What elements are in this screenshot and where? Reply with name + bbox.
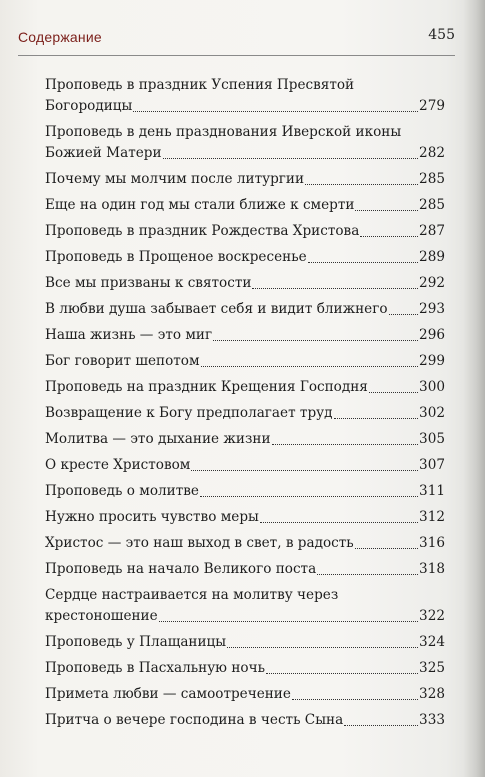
dot-leader — [159, 620, 418, 622]
toc-entry-page: 333 — [419, 712, 445, 728]
toc-entry — [45, 658, 445, 679]
toc-entry-page: 322 — [419, 608, 445, 624]
toc-entry-page: 324 — [419, 634, 445, 650]
toc-entry-line — [45, 273, 445, 294]
toc-entry — [45, 559, 445, 580]
toc-entry — [45, 273, 445, 294]
toc-entry-title: Молитва — это дыхание жизни — [45, 431, 271, 447]
dot-leader — [360, 235, 418, 237]
dot-leader — [191, 469, 418, 471]
toc-entry-page: 307 — [419, 457, 445, 473]
dot-leader — [389, 313, 419, 315]
toc-entry-title: Возвращение к Богу предполагает труд — [45, 405, 333, 421]
toc-entry — [45, 122, 445, 164]
dot-leader — [308, 261, 418, 263]
toc-entry-title: Христос — это наш выход в свет, в радость — [45, 535, 354, 551]
toc-entry-line — [45, 632, 445, 653]
toc-entry-line — [45, 221, 445, 242]
toc-entry-line — [45, 325, 445, 346]
toc-entry-title: Проповедь о молитве — [45, 483, 199, 499]
toc-entry-page: 305 — [419, 431, 445, 447]
toc-entry-page: 292 — [419, 275, 445, 291]
toc-entry-line — [45, 455, 445, 476]
dot-leader — [163, 157, 419, 159]
dot-leader — [305, 183, 418, 185]
toc-entry-title: Бог говорит шепотом — [45, 353, 200, 369]
dot-leader — [369, 391, 418, 393]
dot-leader — [355, 209, 418, 211]
toc-entry-title: Проповедь на праздник Крещения Господня — [45, 379, 368, 395]
toc-entry — [45, 377, 445, 398]
toc-entry-line-wrapped — [45, 75, 445, 96]
toc-entry-line-wrapped — [45, 122, 445, 143]
toc-entry-title: О кресте Христовом — [45, 457, 191, 473]
toc-entry — [45, 684, 445, 705]
dot-leader — [317, 573, 418, 575]
dot-leader — [200, 495, 418, 497]
toc-entry-line — [45, 143, 445, 164]
toc-entry — [45, 351, 445, 372]
toc-entry-line — [45, 299, 445, 320]
toc-entry-page: 279 — [419, 98, 445, 114]
dot-leader — [252, 287, 418, 289]
toc-entry-line — [45, 507, 445, 528]
toc-entry-title: Проповедь у Плащаницы — [45, 634, 227, 650]
toc-entry-line — [45, 195, 445, 216]
toc-entry-title: крестоношение — [45, 608, 158, 624]
toc-entry-page: 289 — [419, 249, 445, 265]
toc-entry-page: 282 — [419, 145, 445, 161]
toc-entry-title: Все мы призваны к святости — [45, 275, 252, 291]
toc-entry — [45, 455, 445, 476]
running-header — [18, 29, 455, 55]
toc-entry-line-wrapped — [45, 585, 445, 606]
toc-entry — [45, 195, 445, 216]
dot-leader — [260, 521, 418, 523]
toc-entry-page: 318 — [419, 561, 445, 577]
dot-leader — [201, 365, 418, 367]
toc-entry — [45, 325, 445, 346]
toc-entry-page: 312 — [419, 509, 445, 525]
toc-entry — [45, 169, 445, 190]
toc-entry-page: 311 — [419, 483, 445, 499]
toc-entry-page: 316 — [419, 535, 445, 551]
toc-entry-title: Еще на один год мы стали ближе к смерти — [45, 197, 355, 213]
toc-entry-line — [45, 169, 445, 190]
toc-entry-line — [45, 429, 445, 450]
toc-entry-line — [45, 533, 445, 554]
toc-entry-page: 328 — [419, 686, 445, 702]
toc-entry-line — [45, 684, 445, 705]
toc-entry — [45, 632, 445, 653]
toc-entry — [45, 221, 445, 242]
toc-entry-page: 302 — [419, 405, 445, 421]
toc-entry-title: Примета любви — самоотречение — [45, 686, 291, 702]
toc-entry-title: Божией Матери — [45, 145, 162, 161]
toc-entry-title: Нужно просить чувство меры — [45, 509, 259, 525]
dot-leader — [213, 339, 418, 341]
toc-entry-line — [45, 403, 445, 424]
toc-entry — [45, 247, 445, 268]
table-of-contents — [45, 75, 445, 731]
toc-entry — [45, 533, 445, 554]
toc-entry-title: Проповедь в праздник Успения Пресвятой — [45, 77, 355, 93]
toc-entry-page: 285 — [419, 197, 445, 213]
page-edge-shadow — [463, 0, 485, 777]
toc-entry-page: 325 — [419, 660, 445, 676]
dot-leader — [292, 698, 418, 700]
toc-entry-page: 300 — [419, 379, 445, 395]
dot-leader — [227, 646, 418, 648]
toc-entry-line — [45, 710, 445, 731]
toc-entry — [45, 710, 445, 731]
toc-entry-page: 296 — [419, 327, 445, 343]
toc-entry — [45, 403, 445, 424]
toc-entry-title: Наша жизнь — это миг — [45, 327, 213, 343]
toc-entry-title: Притча о вечере господина в честь Сына — [45, 712, 344, 728]
toc-entry-line — [45, 96, 445, 117]
dot-leader — [355, 547, 418, 549]
page-number: 455 — [428, 27, 455, 43]
header-rule — [18, 55, 455, 56]
toc-entry-title: Почему мы молчим после литургии — [45, 171, 305, 187]
section-title: Содержание — [18, 29, 102, 45]
toc-entry-line — [45, 606, 445, 627]
dot-leader — [334, 417, 419, 419]
toc-entry-line — [45, 658, 445, 679]
toc-entry-page: 299 — [419, 353, 445, 369]
toc-entry-title: В любви душа забывает себя и видит ближнего — [45, 301, 388, 317]
toc-entry-line — [45, 377, 445, 398]
dot-leader — [344, 724, 418, 726]
dot-leader — [272, 443, 419, 445]
toc-entry — [45, 299, 445, 320]
toc-entry-line — [45, 481, 445, 502]
toc-entry — [45, 429, 445, 450]
toc-entry-title: Проповедь в день празднования Иверской иконы — [45, 124, 402, 140]
toc-entry-title: Богородицы — [45, 98, 133, 114]
toc-entry-title: Проповедь в праздник Рождества Христова — [45, 223, 360, 239]
toc-entry-title: Проповедь в Прощеное воскресенье — [45, 249, 307, 265]
toc-entry-line — [45, 247, 445, 268]
toc-entry-line — [45, 559, 445, 580]
toc-entry-line — [45, 351, 445, 372]
toc-entry — [45, 585, 445, 627]
toc-entry-page: 287 — [419, 223, 445, 239]
toc-entry — [45, 75, 445, 117]
toc-entry — [45, 507, 445, 528]
toc-entry-title: Проповедь в Пасхальную ночь — [45, 660, 265, 676]
toc-entry-title: Сердце настраивается на молитву через — [45, 587, 339, 603]
toc-entry — [45, 481, 445, 502]
toc-entry-title: Проповедь на начало Великого поста — [45, 561, 317, 577]
toc-entry-page: 293 — [419, 301, 445, 317]
dot-leader — [266, 672, 418, 674]
toc-entry-page: 285 — [419, 171, 445, 187]
dot-leader — [133, 110, 418, 112]
